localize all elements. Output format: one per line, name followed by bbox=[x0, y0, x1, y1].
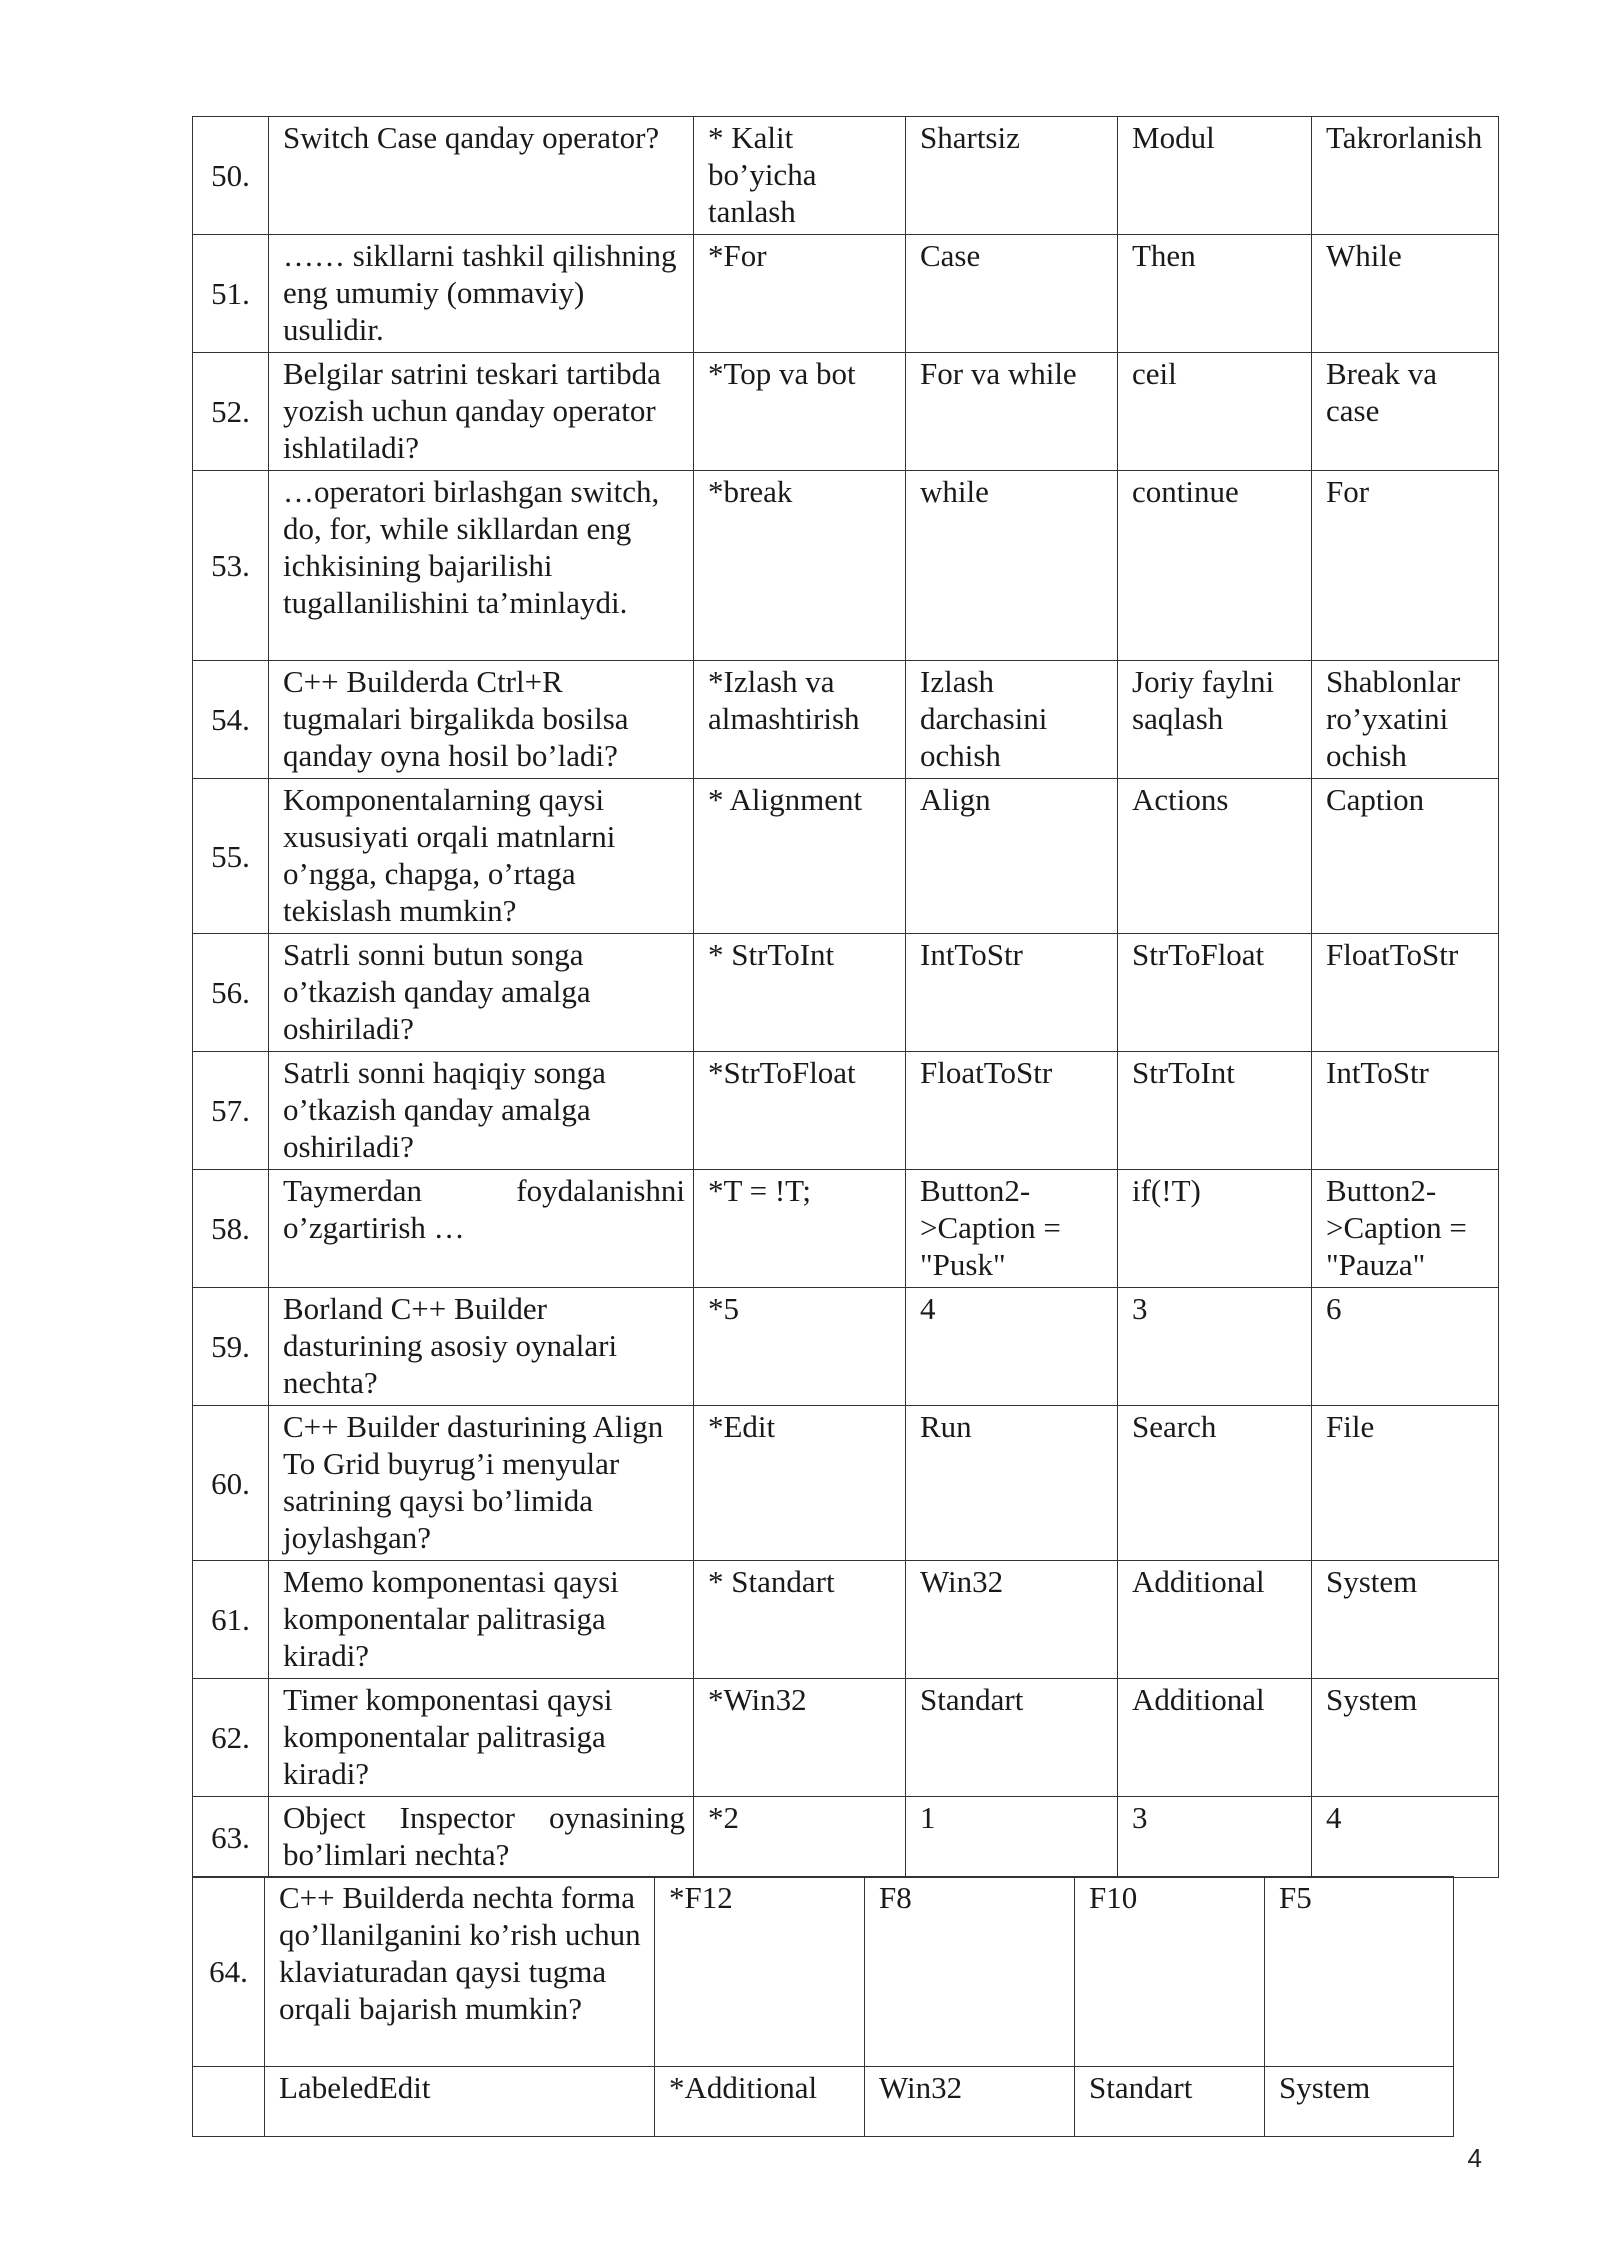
question-number: 56. bbox=[193, 934, 269, 1052]
question-number: 60. bbox=[193, 1406, 269, 1561]
option-3: FloatToStr bbox=[1312, 934, 1499, 1052]
question-text: Satrli sonni butun songa o’tkazish qanday amalga oshiriladi? bbox=[269, 934, 694, 1052]
correct-answer: *Win32 bbox=[694, 1679, 906, 1797]
table-row bbox=[193, 471, 1499, 661]
option-2: ceil bbox=[1118, 353, 1312, 471]
question-text: C++ Builderda nechta forma qo’llanilganini ko’rish uchun klaviaturadan qaysi tugma orqali bajarish mumkin? bbox=[265, 1877, 655, 2067]
option-2: 3 bbox=[1118, 1288, 1312, 1406]
option-1: 4 bbox=[906, 1288, 1118, 1406]
question-text-line: bo’limlari nechta? bbox=[283, 1837, 510, 1872]
option-2: Then bbox=[1118, 235, 1312, 353]
option-3: System bbox=[1312, 1561, 1499, 1679]
question-text: …operatori birlashgan switch, do, for, while sikllardan eng ichkisining bajarilishi tugallanilishini ta’minlaydi. bbox=[269, 471, 694, 661]
option-1: F8 bbox=[865, 1877, 1075, 2067]
option-2: 3 bbox=[1118, 1797, 1312, 1878]
table-row bbox=[193, 1288, 1499, 1406]
option-3: System bbox=[1265, 2067, 1454, 2137]
table-row bbox=[193, 1170, 1499, 1288]
option-1: Button2->Caption = "Pusk" bbox=[906, 1170, 1118, 1288]
question-text-line: o’zgartirish … bbox=[283, 1210, 465, 1245]
question-text bbox=[269, 1170, 694, 1288]
correct-answer: * Alignment bbox=[694, 779, 906, 934]
question-text: Switch Case qanday operator? bbox=[269, 117, 694, 235]
correct-answer: *Izlash va almashtirish bbox=[694, 661, 906, 779]
question-number bbox=[193, 2067, 265, 2137]
question-number: 64. bbox=[193, 1877, 265, 2067]
option-1: Win32 bbox=[865, 2067, 1075, 2137]
question-number: 53. bbox=[193, 471, 269, 661]
option-3: While bbox=[1312, 235, 1499, 353]
correct-answer: * Standart bbox=[694, 1561, 906, 1679]
table-row bbox=[193, 934, 1499, 1052]
correct-answer: *2 bbox=[694, 1797, 906, 1878]
question-text-line: Object Inspector oynasining bbox=[283, 1800, 685, 1835]
table-row bbox=[193, 1561, 1499, 1679]
option-2: Joriy faylni saqlash bbox=[1118, 661, 1312, 779]
correct-answer: *5 bbox=[694, 1288, 906, 1406]
option-3: F5 bbox=[1265, 1877, 1454, 2067]
option-3: For bbox=[1312, 471, 1499, 661]
option-1: Run bbox=[906, 1406, 1118, 1561]
option-2: Standart bbox=[1075, 2067, 1265, 2137]
option-1: Case bbox=[906, 235, 1118, 353]
question-number: 62. bbox=[193, 1679, 269, 1797]
question-text: LabeledEdit bbox=[265, 2067, 655, 2137]
option-3: Shablonlar ro’yxatini ochish bbox=[1312, 661, 1499, 779]
correct-answer: *T = !T; bbox=[694, 1170, 906, 1288]
option-1: FloatToStr bbox=[906, 1052, 1118, 1170]
correct-answer: *F12 bbox=[655, 1877, 865, 2067]
question-text: C++ Builderda Ctrl+R tugmalari birgalikda bosilsa qanday oyna hosil bo’ladi? bbox=[269, 661, 694, 779]
question-text bbox=[269, 1797, 694, 1878]
question-text-line: Taymerdan foydalanishni bbox=[283, 1173, 685, 1208]
option-1: while bbox=[906, 471, 1118, 661]
correct-answer: *Edit bbox=[694, 1406, 906, 1561]
question-text: Komponentalarning qaysi xususiyati orqali matnlarni o’ngga, chapga, o’rtaga tekislash mumkin? bbox=[269, 779, 694, 934]
option-3: Caption bbox=[1312, 779, 1499, 934]
table-row bbox=[193, 1406, 1499, 1561]
option-1: Standart bbox=[906, 1679, 1118, 1797]
option-3: System bbox=[1312, 1679, 1499, 1797]
question-text: Satrli sonni haqiqiy songa o’tkazish qanday amalga oshiriladi? bbox=[269, 1052, 694, 1170]
option-1: Align bbox=[906, 779, 1118, 934]
option-2: Actions bbox=[1118, 779, 1312, 934]
correct-answer: *break bbox=[694, 471, 906, 661]
option-3: 6 bbox=[1312, 1288, 1499, 1406]
table-row bbox=[193, 117, 1499, 235]
option-2: Additional bbox=[1118, 1679, 1312, 1797]
correct-answer: *Top va bot bbox=[694, 353, 906, 471]
option-2: StrToFloat bbox=[1118, 934, 1312, 1052]
option-2: StrToInt bbox=[1118, 1052, 1312, 1170]
option-2: F10 bbox=[1075, 1877, 1265, 2067]
question-number: 63. bbox=[193, 1797, 269, 1878]
question-text: Timer komponentasi qaysi komponentalar palitrasiga kiradi? bbox=[269, 1679, 694, 1797]
option-3: IntToStr bbox=[1312, 1052, 1499, 1170]
table-row bbox=[193, 779, 1499, 934]
option-2: if(!T) bbox=[1118, 1170, 1312, 1288]
correct-answer: *Additional bbox=[655, 2067, 865, 2137]
table-row bbox=[193, 1877, 1454, 2067]
question-text: …… sikllarni tashkil qilishning eng umumiy (ommaviy) usulidir. bbox=[269, 235, 694, 353]
option-2: Modul bbox=[1118, 117, 1312, 235]
page-number: 4 bbox=[1467, 2143, 1482, 2173]
table-row bbox=[193, 235, 1499, 353]
option-2: Search bbox=[1118, 1406, 1312, 1561]
correct-answer: *StrToFloat bbox=[694, 1052, 906, 1170]
quiz-table-2 bbox=[192, 1876, 1454, 2137]
question-text: Memo komponentasi qaysi komponentalar palitrasiga kiradi? bbox=[269, 1561, 694, 1679]
table-row bbox=[193, 1052, 1499, 1170]
table-row bbox=[193, 1797, 1499, 1878]
option-1: For va while bbox=[906, 353, 1118, 471]
option-2: continue bbox=[1118, 471, 1312, 661]
option-2: Additional bbox=[1118, 1561, 1312, 1679]
option-3: Takrorlanish bbox=[1312, 117, 1499, 235]
option-1: Shartsiz bbox=[906, 117, 1118, 235]
question-text: Belgilar satrini teskari tartibda yozish uchun qanday operator ishlatiladi? bbox=[269, 353, 694, 471]
quiz-table-1 bbox=[192, 116, 1499, 1878]
question-number: 54. bbox=[193, 661, 269, 779]
option-1: Izlash darchasini ochish bbox=[906, 661, 1118, 779]
question-text: C++ Builder dasturining Align To Grid buyrug’i menyular satrining qaysi bo’limida joylashgan? bbox=[269, 1406, 694, 1561]
question-number: 50. bbox=[193, 117, 269, 235]
question-number: 51. bbox=[193, 235, 269, 353]
question-text: Borland C++ Builder dasturining asosiy oynalari nechta? bbox=[269, 1288, 694, 1406]
question-number: 57. bbox=[193, 1052, 269, 1170]
table-row bbox=[193, 1679, 1499, 1797]
correct-answer: * StrToInt bbox=[694, 934, 906, 1052]
question-number: 52. bbox=[193, 353, 269, 471]
table-row bbox=[193, 2067, 1454, 2137]
option-1: 1 bbox=[906, 1797, 1118, 1878]
table-row bbox=[193, 353, 1499, 471]
question-number: 61. bbox=[193, 1561, 269, 1679]
option-3: 4 bbox=[1312, 1797, 1499, 1878]
question-number: 58. bbox=[193, 1170, 269, 1288]
question-number: 59. bbox=[193, 1288, 269, 1406]
question-number: 55. bbox=[193, 779, 269, 934]
correct-answer: * Kalit bo’yicha tanlash bbox=[694, 117, 906, 235]
correct-answer: *For bbox=[694, 235, 906, 353]
option-3: Break va case bbox=[1312, 353, 1499, 471]
option-3: Button2->Caption = "Pauza" bbox=[1312, 1170, 1499, 1288]
option-1: IntToStr bbox=[906, 934, 1118, 1052]
option-1: Win32 bbox=[906, 1561, 1118, 1679]
table-row bbox=[193, 661, 1499, 779]
option-3: File bbox=[1312, 1406, 1499, 1561]
